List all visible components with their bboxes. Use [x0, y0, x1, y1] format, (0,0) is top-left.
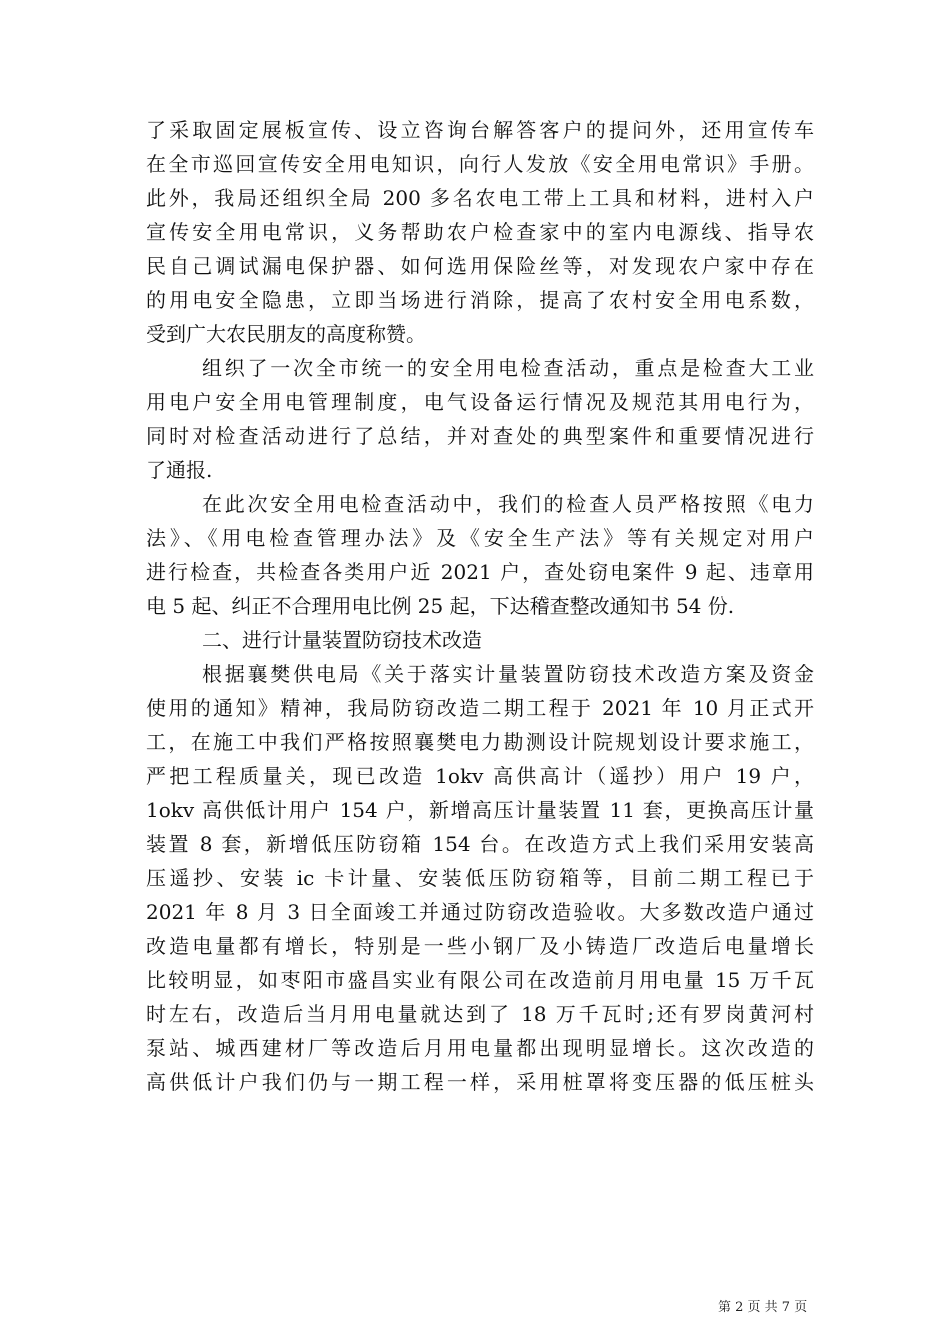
- text-line: 法》、《用电检查管理办法》及《安全生产法》等有关规定对用户: [146, 526, 814, 550]
- text-line: 同时对检查活动进行了总结，并对查处的典型案件和重要情况进行: [146, 424, 814, 448]
- text-line: 在此次安全用电检查活动中，我们的检查人员严格按照《电力: [202, 492, 814, 516]
- text-line: 严把工程质量关，现已改造 1okv 高供高计（遥抄）用户 19 户，: [146, 764, 814, 788]
- text-line: 时左右，改造后当月用电量就达到了 18 万千瓦时;还有罗岗黄河村: [146, 1002, 814, 1026]
- text-line: 此外，我局还组织全局 200 多名农电工带上工具和材料，进村入户: [146, 186, 814, 210]
- text-line: 电 5 起、纠正不合理用电比例 25 起，下达稽查整改通知书 54 份.: [146, 594, 735, 618]
- text-line: 根据襄樊供电局《关于落实计量装置防窃技术改造方案及资金: [202, 662, 814, 686]
- page-number: 第 2 页 共 7 页: [718, 1300, 808, 1315]
- text-line: 2021 年 8 月 3 日全面竣工并通过防窃改造验收。大多数改造户通过: [146, 900, 814, 924]
- text-line: 装置 8 套，新增低压防窃箱 154 台。在改造方式上我们采用安装高: [146, 832, 814, 856]
- text-line: 用电户安全用电管理制度，电气设备运行情况及规范其用电行为，: [146, 390, 814, 414]
- text-line: 组织了一次全市统一的安全用电检查活动，重点是检查大工业: [202, 356, 814, 380]
- text-line: 了采取固定展板宣传、设立咨询台解答客户的提问外，还用宣传车: [146, 118, 814, 142]
- text-line: 在全市巡回宣传安全用电知识，向行人发放《安全用电常识》手册。: [146, 152, 814, 176]
- text-line: 受到广大农民朋友的高度称赞。: [146, 322, 426, 346]
- text-line: 高供低计户我们仍与一期工程一样，采用桩罩将变压器的低压桩头: [146, 1070, 814, 1094]
- text-line: 了通报.: [146, 458, 213, 482]
- section-heading: 二、进行计量装置防窃技术改造: [202, 628, 482, 652]
- text-line: 的用电安全隐患，立即当场进行消除，提高了农村安全用电系数，: [146, 288, 814, 312]
- text-line: 改造电量都有增长，特别是一些小钢厂及小铸造厂改造后电量增长: [146, 934, 814, 958]
- text-line: 泵站、城西建材厂等改造后月用电量都出现明显增长。这次改造的: [146, 1036, 814, 1060]
- text-line: 1okv 高供低计用户 154 户，新增高压计量装置 11 套，更换高压计量: [146, 798, 814, 822]
- text-line: 比较明显，如枣阳市盛昌实业有限公司在改造前月用电量 15 万千瓦: [146, 968, 814, 992]
- text-line: 压遥抄、安装 ic 卡计量、安装低压防窃箱等，目前二期工程已于: [146, 866, 814, 890]
- text-line: 进行检查，共检查各类用户近 2021 户，查处窃电案件 9 起、违章用: [146, 560, 814, 584]
- text-line: 使用的通知》精神，我局防窃改造二期工程于 2021 年 10 月正式开: [146, 696, 814, 720]
- text-line: 工，在施工中我们严格按照襄樊电力勘测设计院规划设计要求施工，: [146, 730, 814, 754]
- document-body: [146, 113, 814, 1099]
- text-line: 宣传安全用电常识，义务帮助农户检查家中的室内电源线、指导农: [146, 220, 814, 244]
- text-line: 民自己调试漏电保护器、如何选用保险丝等，对发现农户家中存在: [146, 254, 814, 278]
